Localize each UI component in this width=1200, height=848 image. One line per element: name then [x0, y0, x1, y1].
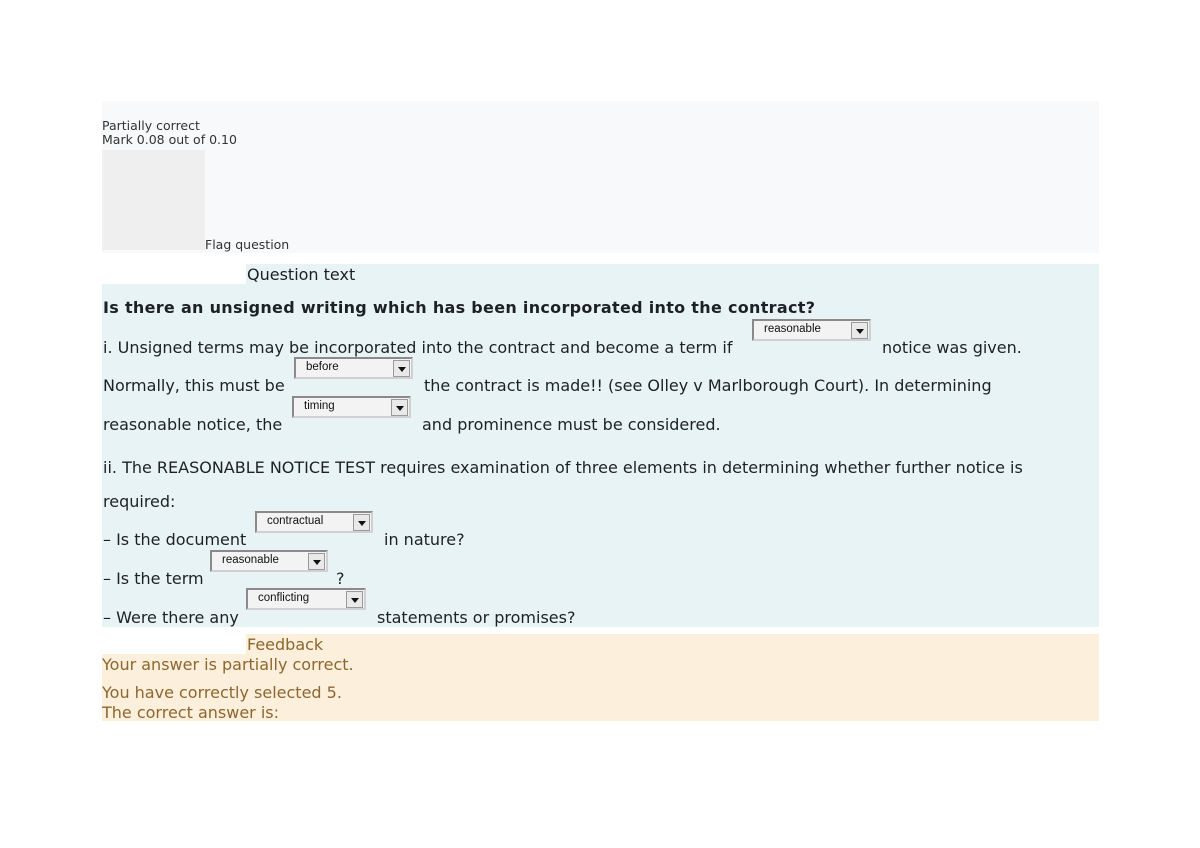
feedback-panel: [102, 634, 1099, 721]
bullet-3-text: – Were there any: [103, 608, 239, 627]
feedback-correct-count: You have correctly selected 5.: [102, 683, 342, 702]
bullet-3-end: statements or promises?: [377, 608, 576, 627]
chevron-down-icon: [346, 591, 363, 608]
select-document-nature[interactable]: contractual: [255, 511, 373, 533]
question-content-panel: [102, 264, 1099, 627]
flag-question-link[interactable]: Flag question: [205, 237, 290, 252]
feedback-heading: Feedback: [247, 635, 324, 654]
chevron-down-icon: [393, 360, 410, 377]
select-when[interactable]: before: [294, 357, 413, 379]
chevron-down-icon: [391, 399, 408, 416]
paragraph-1-line-1-end: notice was given.: [882, 338, 1022, 357]
paragraph-1-line-3: reasonable notice, the: [103, 415, 283, 434]
select-statements[interactable]: conflicting: [246, 588, 366, 610]
chevron-down-icon: [851, 322, 868, 339]
select-timing[interactable]: timing: [292, 396, 411, 418]
paragraph-1-line-2-end: the contract is made!! (see Olley v Marlborough Court). In determining: [424, 376, 992, 395]
paragraph-2-line-2: required:: [103, 492, 176, 511]
bullet-1-text: – Is the document: [103, 530, 247, 549]
question-state: Partially correct: [102, 118, 200, 133]
chevron-down-icon: [308, 553, 325, 570]
chevron-down-icon: [353, 514, 370, 531]
feedback-summary: Your answer is partially correct.: [102, 655, 354, 674]
paragraph-2-line-1: ii. The REASONABLE NOTICE TEST requires examination of three elements in determining whether further notice is: [103, 458, 1023, 477]
heading-spacer: [102, 264, 246, 284]
question-text-heading: Question text: [247, 265, 356, 284]
question-grade: Mark 0.08 out of 0.10: [102, 132, 237, 147]
question-info-panel: [102, 101, 1099, 253]
bullet-1-end: in nature?: [384, 530, 465, 549]
select-reasonable-notice[interactable]: reasonable: [752, 319, 871, 341]
select-term[interactable]: reasonable: [210, 550, 328, 572]
paragraph-1-line-2: Normally, this must be: [103, 376, 285, 395]
feedback-correct-answer: The correct answer is:: [102, 703, 279, 722]
question-title: Is there an unsigned writing which has been incorporated into the contract?: [103, 298, 816, 317]
paragraph-1-line-1: i. Unsigned terms may be incorporated into the contract and become a term if: [103, 338, 733, 357]
bullet-2-text: – Is the term: [103, 569, 204, 588]
flag-icon[interactable]: [102, 150, 205, 250]
paragraph-1-line-3-end: and prominence must be considered.: [422, 415, 721, 434]
heading-spacer: [102, 634, 246, 654]
bullet-2-end: ?: [336, 569, 345, 588]
